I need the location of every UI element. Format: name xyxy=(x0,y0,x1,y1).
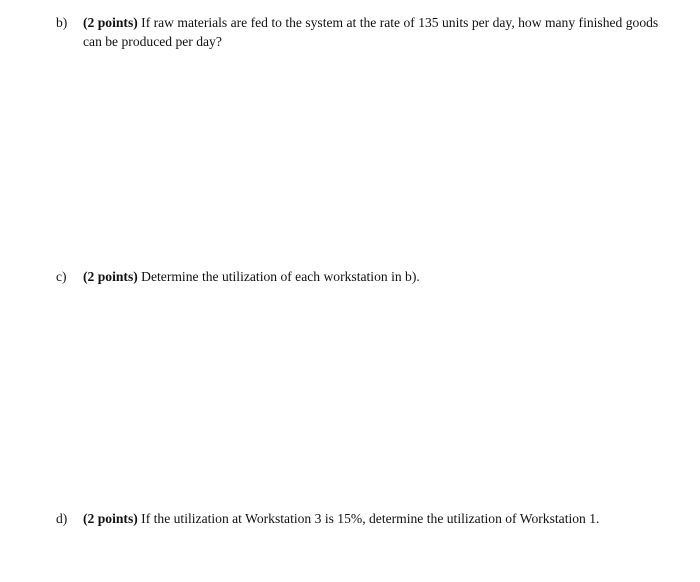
points-value: (2 points) xyxy=(83,269,138,284)
points-value: (2 points) xyxy=(83,15,138,30)
question-text xyxy=(83,13,663,51)
question-label: d) xyxy=(56,511,68,526)
question-body: If the utilization at Workstation 3 is 15%, determine the utilization of Workstation 1. xyxy=(141,511,600,526)
points-value: (2 points) xyxy=(83,511,138,526)
question-label: b) xyxy=(56,15,68,30)
question-body: Determine the utilization of each workstation in b). xyxy=(141,269,420,284)
question-text xyxy=(83,509,663,528)
question-text xyxy=(83,267,663,286)
question-body: If raw materials are fed to the system at the rate of 135 units per day, how many finished goods can be produced per day? xyxy=(83,15,659,49)
question-label: c) xyxy=(56,269,67,284)
